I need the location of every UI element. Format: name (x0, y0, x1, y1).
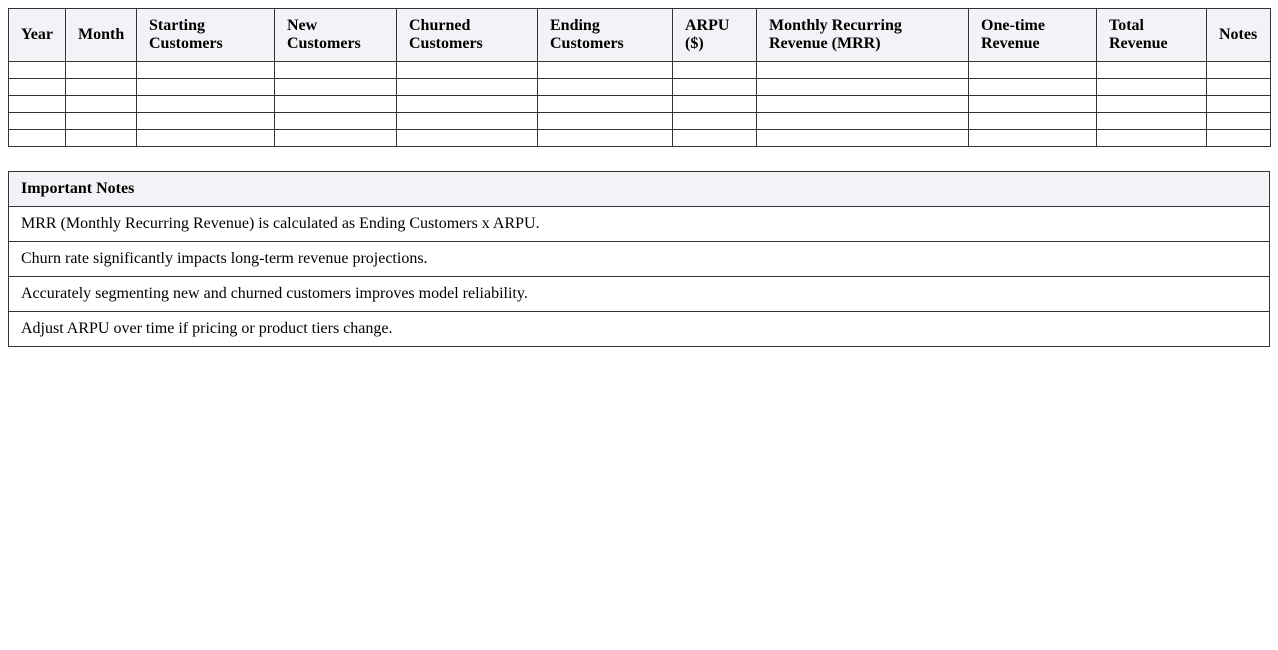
header-arpu: ARPU ($) (673, 9, 757, 62)
table-cell[interactable] (538, 130, 673, 147)
table-cell[interactable] (757, 130, 969, 147)
table-cell[interactable] (1207, 79, 1271, 96)
table-cell[interactable] (275, 62, 397, 79)
header-starting-customers: Starting Customers (137, 9, 275, 62)
table-cell[interactable] (1207, 130, 1271, 147)
table-cell[interactable] (137, 62, 275, 79)
table-cell[interactable] (137, 96, 275, 113)
table-cell[interactable] (9, 79, 66, 96)
table-cell[interactable] (673, 62, 757, 79)
note-row (9, 242, 1270, 277)
header-churned-customers: Churned Customers (397, 9, 538, 62)
table-cell[interactable] (397, 130, 538, 147)
notes-header-row (9, 172, 1270, 207)
note-row (9, 312, 1270, 347)
header-mrr: Monthly Recurring Revenue (MRR) (757, 9, 969, 62)
note-item: Adjust ARPU over time if pricing or product tiers change. (9, 312, 1270, 347)
table-cell[interactable] (397, 113, 538, 130)
table-cell[interactable] (538, 79, 673, 96)
table-cell[interactable] (969, 62, 1097, 79)
table-cell[interactable] (969, 130, 1097, 147)
table-cell[interactable] (538, 96, 673, 113)
table-cell[interactable] (66, 96, 137, 113)
table-row (9, 113, 1271, 130)
table-row (9, 130, 1271, 147)
table-cell[interactable] (757, 79, 969, 96)
note-row (9, 277, 1270, 312)
table-cell[interactable] (673, 130, 757, 147)
note-item: Churn rate significantly impacts long-term revenue projections. (9, 242, 1270, 277)
header-notes: Notes (1207, 9, 1271, 62)
table-cell[interactable] (969, 79, 1097, 96)
note-item: MRR (Monthly Recurring Revenue) is calculated as Ending Customers x ARPU. (9, 207, 1270, 242)
table-cell[interactable] (757, 96, 969, 113)
important-notes-table (8, 171, 1270, 347)
table-cell[interactable] (397, 96, 538, 113)
table-cell[interactable] (969, 96, 1097, 113)
table-row (9, 79, 1271, 96)
table-cell[interactable] (137, 130, 275, 147)
table-cell[interactable] (538, 113, 673, 130)
table-cell[interactable] (538, 62, 673, 79)
table-cell[interactable] (673, 96, 757, 113)
table-cell[interactable] (1097, 96, 1207, 113)
table-row (9, 62, 1271, 79)
revenue-model-table (8, 8, 1271, 147)
table-cell[interactable] (397, 62, 538, 79)
table-cell[interactable] (66, 79, 137, 96)
header-year: Year (9, 9, 66, 62)
header-one-time-revenue: One-time Revenue (969, 9, 1097, 62)
table-cell[interactable] (9, 130, 66, 147)
table-cell[interactable] (1207, 113, 1271, 130)
table-cell[interactable] (969, 113, 1097, 130)
header-ending-customers: Ending Customers (538, 9, 673, 62)
table-cell[interactable] (275, 113, 397, 130)
table-cell[interactable] (275, 96, 397, 113)
table-cell[interactable] (275, 130, 397, 147)
table-cell[interactable] (1097, 79, 1207, 96)
table-cell[interactable] (673, 79, 757, 96)
table-cell[interactable] (275, 79, 397, 96)
table-cell[interactable] (757, 62, 969, 79)
header-total-revenue: Total Revenue (1097, 9, 1207, 62)
table-header-row (9, 9, 1271, 62)
table-cell[interactable] (137, 79, 275, 96)
note-item: Accurately segmenting new and churned customers improves model reliability. (9, 277, 1270, 312)
table-cell[interactable] (66, 113, 137, 130)
table-cell[interactable] (1097, 113, 1207, 130)
table-cell[interactable] (9, 62, 66, 79)
table-row (9, 96, 1271, 113)
table-cell[interactable] (673, 113, 757, 130)
table-cell[interactable] (1097, 62, 1207, 79)
page-content (8, 8, 1270, 347)
notes-title: Important Notes (9, 172, 1270, 207)
table-cell[interactable] (66, 62, 137, 79)
note-row (9, 207, 1270, 242)
table-cell[interactable] (9, 96, 66, 113)
table-cell[interactable] (1207, 96, 1271, 113)
table-cell[interactable] (137, 113, 275, 130)
header-month: Month (66, 9, 137, 62)
table-cell[interactable] (397, 79, 538, 96)
table-cell[interactable] (1097, 130, 1207, 147)
table-cell[interactable] (66, 130, 137, 147)
table-cell[interactable] (757, 113, 969, 130)
header-new-customers: New Customers (275, 9, 397, 62)
table-cell[interactable] (1207, 62, 1271, 79)
table-cell[interactable] (9, 113, 66, 130)
